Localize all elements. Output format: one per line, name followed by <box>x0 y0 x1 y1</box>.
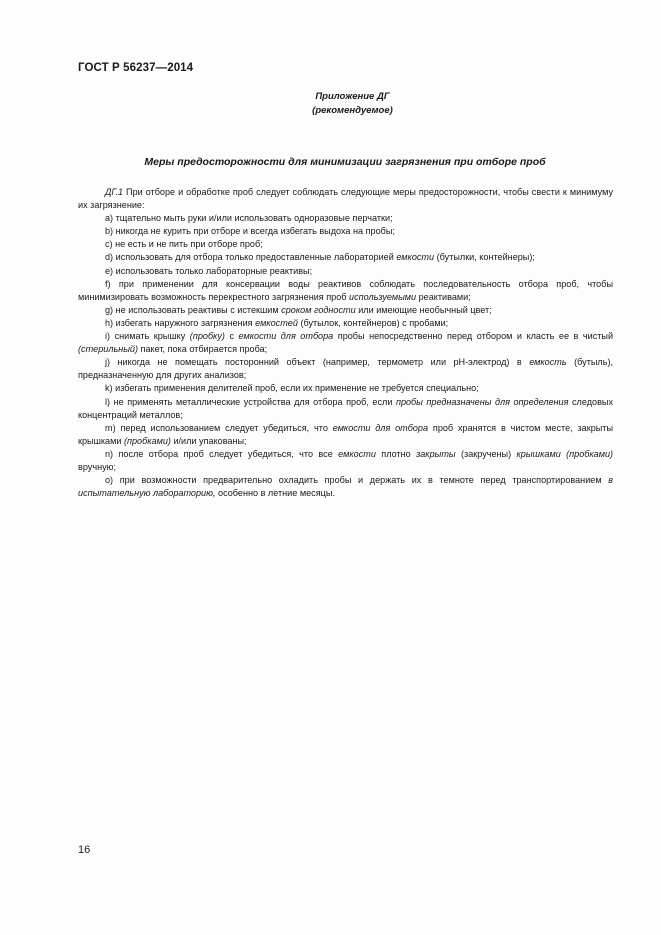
list-item-b: b) никогда не курить при отборе и всегда избегать выдоха на пробы; <box>105 226 395 237</box>
document-header: ГОСТ Р 56237—2014 <box>78 62 194 74</box>
list-item-a: а) тщательно мыть руки и/или использовать одноразовые перчатки; <box>105 213 393 224</box>
list-marker: h) <box>105 317 114 328</box>
list-item-o: о) при возможности предварительно охладить пробы и держать их в темноте перед транспортированием в испытательную лабораторию, особенно в летние месяцы. <box>78 475 613 499</box>
list-marker: а) <box>105 213 114 224</box>
list-marker: l) <box>105 396 111 407</box>
list-item-f: f) при применении для консервации воды реактивов соблюдать последовательность отбора проб, чтобы минимизировать возможность перекрестного загрязнения проб используемыми реактивами; <box>78 278 613 302</box>
section-title: Меры предосторожности для минимизации загрязнения при отборе проб <box>144 156 546 168</box>
list-marker: о) <box>105 475 114 486</box>
list-item-c: с) не есть и не пить при отборе проб; <box>105 239 263 250</box>
list-item-l: l) не применять металлические устройства для отбора проб, если пробы предназначены для определения следовых концентраций металлов; <box>78 396 613 420</box>
paragraph-intro: ДГ.1 При отборе и обработке проб следует соблюдать следующие меры предосторожности, чтобы свести к минимуму их загрязнение: <box>78 187 613 211</box>
annex-heading <box>0 90 661 118</box>
list-marker: k) <box>105 383 113 394</box>
list-item-g: g) не использовать реактивы с истекшим сроком годности или имеющие необычный цвет; <box>105 304 492 315</box>
list-marker: b) <box>105 226 114 237</box>
annex-title: Приложение ДГ <box>315 91 390 102</box>
list-item-d: d) использовать для отбора только предоставленные лабораторией емкости (бутылки, контейнеры); <box>105 252 535 263</box>
page-number: 16 <box>78 844 91 856</box>
clause-number: ДГ.1 <box>105 187 124 197</box>
document-body <box>78 186 613 500</box>
list-marker: d) <box>105 252 114 263</box>
list-item-h: h) избегать наружного загрязнения емкостей (бутылок, контейнеров) с пробами; <box>105 317 449 328</box>
list-item-m: m) перед использованием следует убедиться, что емкости для отбора проб хранятся в чистом месте, закрыты крышками (пробками) и/или упакованы; <box>78 422 613 446</box>
list-marker: с) <box>105 239 113 250</box>
list-marker: е) <box>105 265 114 276</box>
list-item-i: i) снимать крышку (пробку) с емкости для отбора пробы непосредственно перед отбором и класть ее в чистый (стерильный) пакет, пока отбирается проба; <box>78 331 614 355</box>
list-marker: i) <box>105 331 111 342</box>
list-item-j: j) никогда не помещать посторонний объект (например, термометр или pH-электрод) в емкость (бутыль), предназначенную для других анализов; <box>78 357 614 381</box>
list-marker: n) <box>105 448 114 459</box>
list-marker: g) <box>105 304 114 315</box>
list-marker: j) <box>105 357 111 368</box>
list-marker: f) <box>105 278 111 289</box>
annex-status: (рекомендуемое) <box>312 105 393 116</box>
list-item-k: k) избегать применения делителей проб, если их применение не требуется специально; <box>105 383 479 394</box>
list-item-e: е) использовать только лабораторные реактивы; <box>105 265 313 276</box>
list-item-n: n) после отбора проб следует убедиться, что все емкости плотно закрыты (закручены) крышками (пробками) вручную; <box>78 448 614 472</box>
list-marker: m) <box>105 422 116 433</box>
